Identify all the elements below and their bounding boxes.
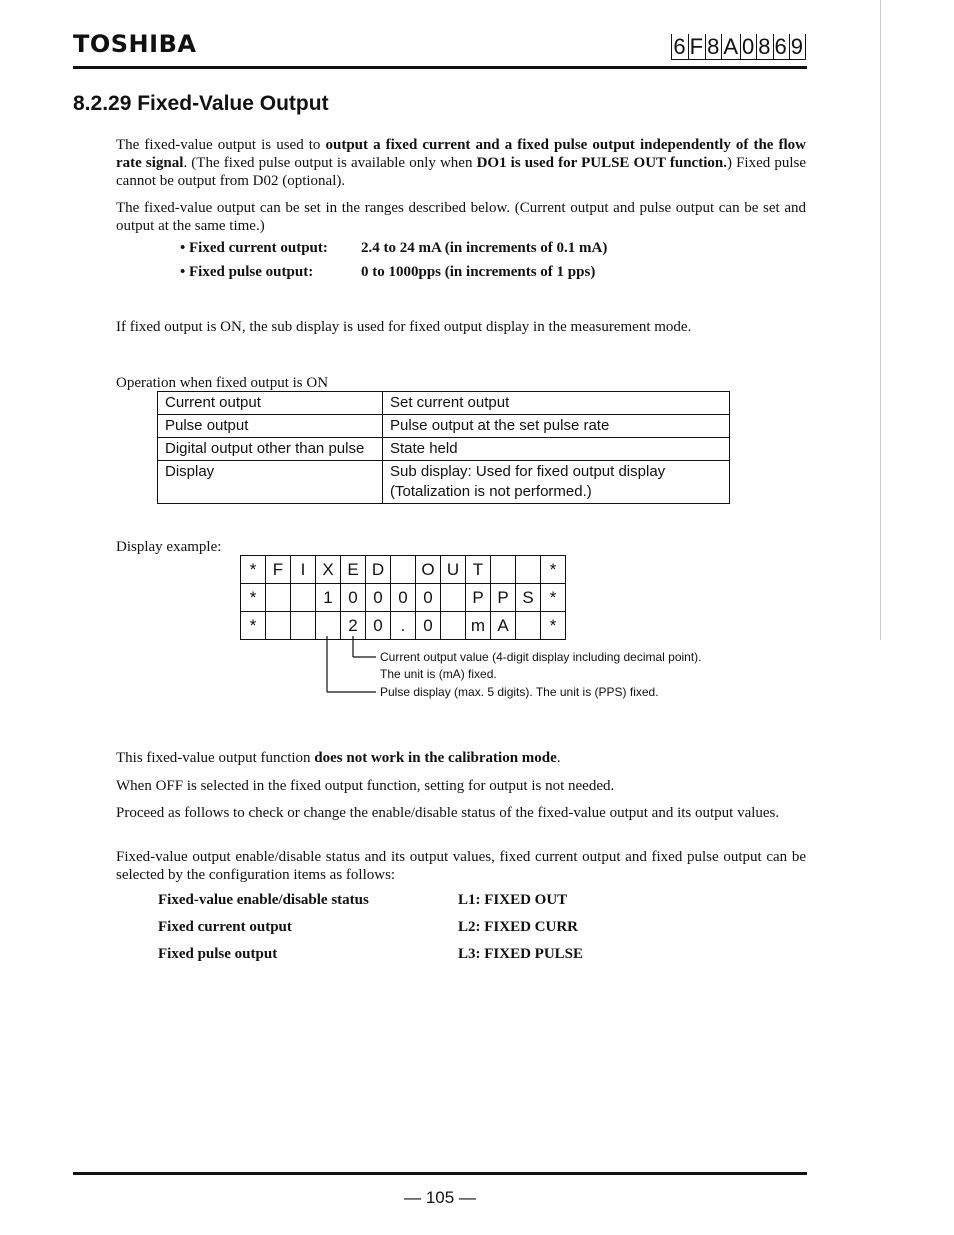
paragraph-sub-display: If fixed output is ON, the sub display is used for fixed output display in the measurement mode. <box>116 319 692 335</box>
paragraph-proceed: Proceed as follows to check or change the enable/disable status of the fixed-value output and its output values. <box>116 805 780 821</box>
table-cell: Display <box>158 461 383 504</box>
doc-digit: 6 <box>774 34 788 59</box>
paragraph-intro: The fixed-value output is used to output a fixed current and a fixed pulse output independently of the flow rate signal. (The fixed pulse output is available only when DO1 is used for PULSE OUT function.) Fixed pulse cannot be output from D02 (optional). <box>116 137 807 189</box>
operation-table <box>157 391 730 504</box>
table-row <box>158 438 730 461</box>
display-cell: 0 <box>366 612 391 640</box>
table-cell: Pulse output at the set pulse rate <box>383 415 730 438</box>
display-cell <box>516 612 541 640</box>
paragraph-ranges: The fixed-value output can be set in the ranges described below. (Current output and pulse output can be set and output at the same time.) <box>116 200 806 234</box>
table-cell: Current output <box>158 392 383 415</box>
display-cell: U <box>441 556 466 584</box>
display-cell: T <box>466 556 491 584</box>
display-row <box>241 612 566 640</box>
display-cell: F <box>266 556 291 584</box>
display-row <box>241 556 566 584</box>
display-cell: P <box>491 584 516 612</box>
brand-logo: TOSHIBA <box>73 30 197 58</box>
doc-digit: 6 <box>673 34 687 59</box>
config-item: Fixed-value enable/disable status L1: FIXED OUT <box>158 892 568 908</box>
header-rule <box>73 66 807 69</box>
footer-rule <box>73 1172 807 1175</box>
display-cell <box>291 612 316 640</box>
table-row <box>158 461 730 504</box>
display-cell: * <box>541 556 566 584</box>
display-cell: 0 <box>416 612 441 640</box>
display-cell <box>491 556 516 584</box>
section-title: 8.2.29 Fixed-Value Output <box>73 92 329 115</box>
display-cell: E <box>341 556 366 584</box>
display-cell <box>266 612 291 640</box>
display-cell: * <box>241 556 266 584</box>
display-cell: 0 <box>366 584 391 612</box>
display-cell: . <box>391 612 416 640</box>
doc-digit: 8 <box>758 34 772 59</box>
callout-note-current: Current output value (4-digit display including decimal point). The unit is (mA) fixed. <box>380 650 702 681</box>
display-cell: 0 <box>341 584 366 612</box>
table-cell: Digital output other than pulse <box>158 438 383 461</box>
table-cell: Pulse output <box>158 415 383 438</box>
table-cell: Sub display: Used for fixed output display (Totalization is not performed.) <box>383 461 730 504</box>
bullet-fixed-current: • Fixed current output: 2.4 to 24 mA (in increments of 0.1 mA) <box>180 240 608 256</box>
table-cell: State held <box>383 438 730 461</box>
display-row <box>241 584 566 612</box>
display-cell: 1 <box>316 584 341 612</box>
callout-note-pulse: Pulse display (max. 5 digits). The unit is (PPS) fixed. <box>380 685 659 699</box>
page-number: — 105 — <box>404 1188 476 1207</box>
table-cell: Set current output <box>383 392 730 415</box>
doc-digit: A <box>723 34 739 59</box>
display-cell: * <box>541 584 566 612</box>
display-cell: S <box>516 584 541 612</box>
display-example-grid <box>240 555 566 640</box>
config-item: Fixed current output L2: FIXED CURR <box>158 919 578 935</box>
display-cell <box>266 584 291 612</box>
paragraph-config: Fixed-value output enable/disable status and its output values, fixed current output and fixed pulse output can be selected by the configuration items as follows: <box>116 849 806 883</box>
display-cell: X <box>316 556 341 584</box>
display-cell <box>441 584 466 612</box>
doc-digit: 0 <box>742 34 756 59</box>
display-cell: * <box>541 612 566 640</box>
config-item: Fixed pulse output L3: FIXED PULSE <box>158 946 584 962</box>
display-cell: P <box>466 584 491 612</box>
table-row <box>158 392 730 415</box>
display-cell: * <box>241 584 266 612</box>
scan-edge-line <box>880 0 881 640</box>
doc-digit: F <box>689 34 705 59</box>
display-cell: 0 <box>416 584 441 612</box>
display-cell: 2 <box>341 612 366 640</box>
display-cell <box>291 584 316 612</box>
display-cell: * <box>241 612 266 640</box>
display-cell: A <box>491 612 516 640</box>
paragraph-off: When OFF is selected in the fixed output function, setting for output is not needed. <box>116 778 615 794</box>
display-cell <box>441 612 466 640</box>
doc-digit: 8 <box>707 34 721 59</box>
bullet-fixed-pulse: • Fixed pulse output: 0 to 1000pps (in increments of 1 pps) <box>180 264 596 280</box>
table-caption: Operation when fixed output is ON <box>116 375 329 391</box>
table-row <box>158 415 730 438</box>
display-cell: 0 <box>391 584 416 612</box>
doc-digit: 9 <box>790 34 804 59</box>
display-example-label: Display example: <box>116 539 222 555</box>
display-cell <box>391 556 416 584</box>
display-cell: I <box>291 556 316 584</box>
display-cell <box>516 556 541 584</box>
display-cell: D <box>366 556 391 584</box>
document-number <box>671 34 806 60</box>
paragraph-calibration: This fixed-value output function does not work in the calibration mode. <box>116 750 561 766</box>
display-cell: m <box>466 612 491 640</box>
display-cell: O <box>416 556 441 584</box>
